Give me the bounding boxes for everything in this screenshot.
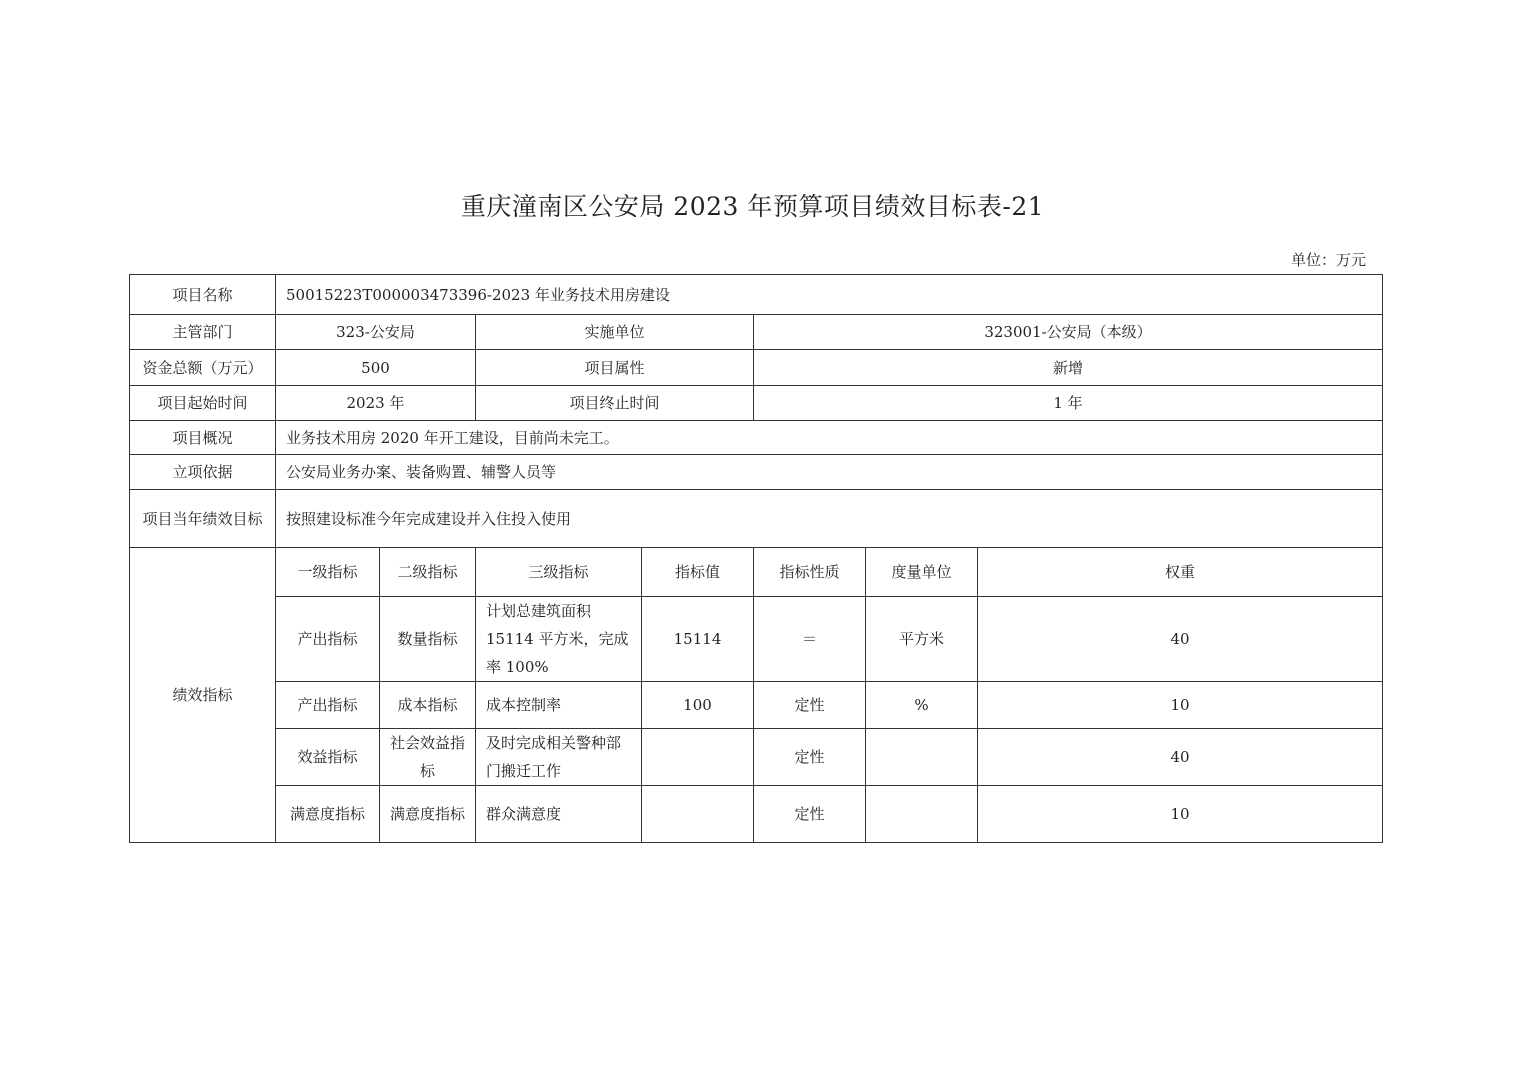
unit-label: 单位：万元 (1291, 251, 1367, 269)
start-label: 项目起始时间 (130, 386, 276, 421)
header-nature: 指标性质 (754, 548, 866, 597)
weight-cell: 40 (978, 597, 1383, 682)
indicator-header-row (130, 548, 1383, 597)
unit-cell (866, 729, 978, 786)
overview-label: 项目概况 (130, 421, 276, 455)
level3-cell: 群众满意度 (476, 786, 642, 843)
performance-table (129, 274, 1383, 843)
nature-cell: 定性 (754, 682, 866, 729)
weight-cell: 10 (978, 682, 1383, 729)
page-title: 重庆潼南区公安局 2023 年预算项目绩效目标表-21 (460, 192, 1045, 221)
unit-cell: 平方米 (866, 597, 978, 682)
value-cell: 100 (642, 682, 754, 729)
weight-cell: 10 (978, 786, 1383, 843)
value-cell: 15114 (642, 597, 754, 682)
end-value: 1 年 (754, 386, 1383, 421)
nature-cell: ＝ (754, 597, 866, 682)
level3-cell: 及时完成相关警种部门搬迁工作 (476, 729, 642, 786)
level1-cell: 满意度指标 (276, 786, 380, 843)
header-level2: 二级指标 (380, 548, 476, 597)
end-label: 项目终止时间 (476, 386, 754, 421)
indicator-row (130, 682, 1383, 729)
header-level1: 一级指标 (276, 548, 380, 597)
basis-label: 立项依据 (130, 455, 276, 490)
level2-cell: 数量指标 (380, 597, 476, 682)
row-project-name (130, 275, 1383, 315)
level3-cell: 成本控制率 (476, 682, 642, 729)
project-name-label: 项目名称 (130, 275, 276, 315)
level3-cell: 计划总建筑面积 15114 平方米，完成率 100% (476, 597, 642, 682)
value-cell (642, 786, 754, 843)
level2-cell: 满意度指标 (380, 786, 476, 843)
row-fund (130, 350, 1383, 386)
project-name-value: 50015223T000003473396-2023 年业务技术用房建设 (276, 275, 1383, 315)
header-level3: 三级指标 (476, 548, 642, 597)
row-goal (130, 490, 1383, 548)
attr-label: 项目属性 (476, 350, 754, 386)
level2-cell: 成本指标 (380, 682, 476, 729)
start-value: 2023 年 (276, 386, 476, 421)
level1-cell: 效益指标 (276, 729, 380, 786)
header-unit: 度量单位 (866, 548, 978, 597)
value-cell (642, 729, 754, 786)
level2-cell: 社会效益指标 (380, 729, 476, 786)
row-overview (130, 421, 1383, 455)
fund-label: 资金总额（万元） (130, 350, 276, 386)
row-basis (130, 455, 1383, 490)
dept-value: 323-公安局 (276, 315, 476, 350)
indicator-row (130, 786, 1383, 843)
row-time (130, 386, 1383, 421)
weight-cell: 40 (978, 729, 1383, 786)
header-weight: 权重 (978, 548, 1383, 597)
unit-cell: % (866, 682, 978, 729)
goal-value: 按照建设标准今年完成建设并入住投入使用 (276, 490, 1383, 548)
basis-value: 公安局业务办案、装备购置、辅警人员等 (276, 455, 1383, 490)
impl-value: 323001-公安局（本级） (754, 315, 1383, 350)
indicator-row (130, 597, 1383, 682)
indicators-section-label: 绩效指标 (130, 548, 276, 843)
nature-cell: 定性 (754, 729, 866, 786)
goal-label: 项目当年绩效目标 (130, 490, 276, 548)
overview-value: 业务技术用房 2020 年开工建设，目前尚未完工。 (276, 421, 1383, 455)
level1-cell: 产出指标 (276, 682, 380, 729)
indicator-row (130, 729, 1383, 786)
row-dept (130, 315, 1383, 350)
level1-cell: 产出指标 (276, 597, 380, 682)
fund-value: 500 (276, 350, 476, 386)
dept-label: 主管部门 (130, 315, 276, 350)
nature-cell: 定性 (754, 786, 866, 843)
impl-label: 实施单位 (476, 315, 754, 350)
header-value: 指标值 (642, 548, 754, 597)
attr-value: 新增 (754, 350, 1383, 386)
unit-cell (866, 786, 978, 843)
